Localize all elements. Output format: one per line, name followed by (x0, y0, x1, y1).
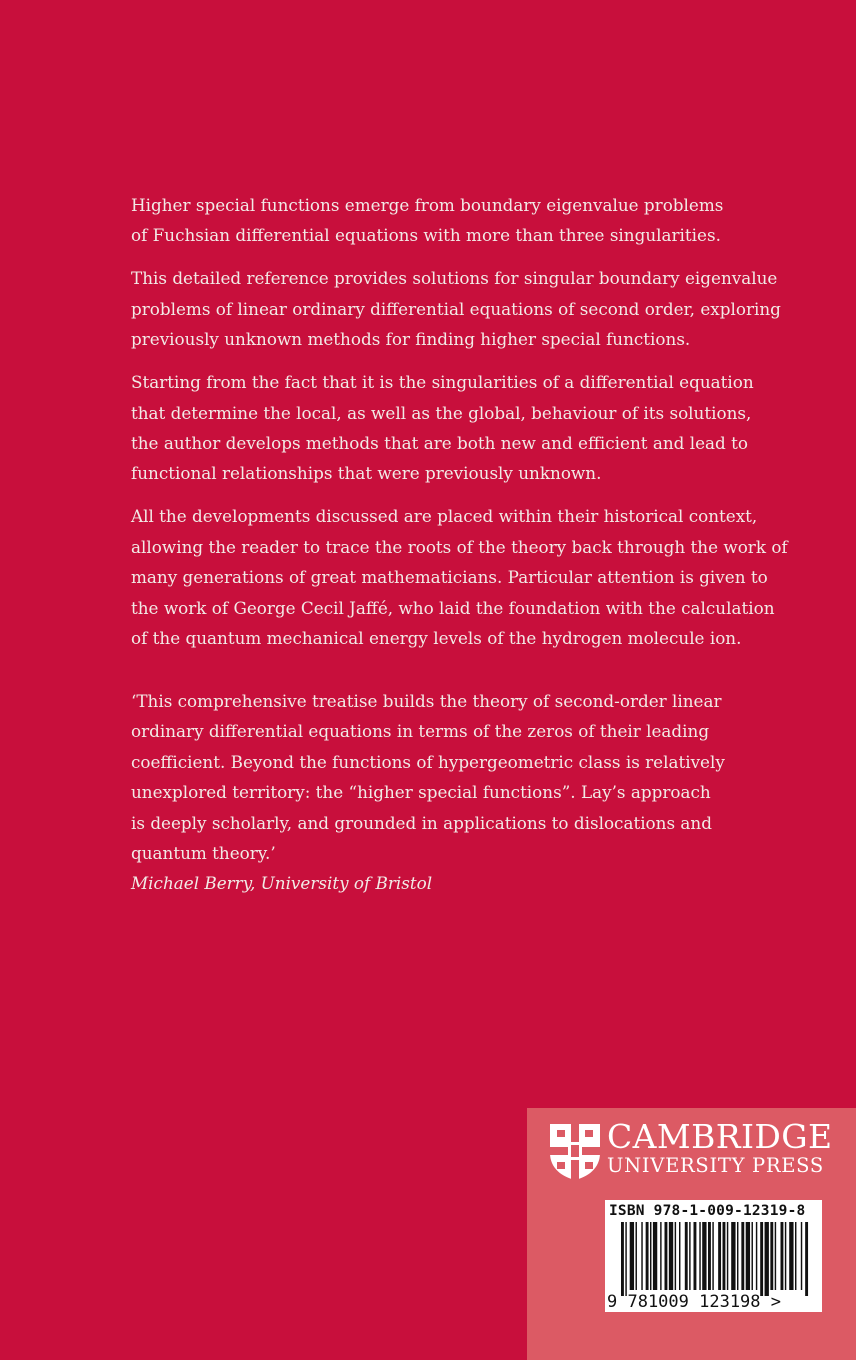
description-paragraph-1: Higher special functions emerge from boundary eigenvalue problems of Fuchsian differential equations with more than three singularities. (131, 195, 724, 246)
description-paragraph-3: Starting from the fact that it is the singularities of a differential equation that determine the local, as well as the global, behaviour of its solutions, the author develops methods that are both new and efficient and lead to functional relationships that were previously unknown. (131, 372, 754, 484)
barcode-bar (679, 1222, 680, 1290)
barcode-bar (765, 1222, 769, 1296)
publisher-name (607, 1119, 833, 1177)
barcode-digits: 9 781009 123198 > (607, 1292, 781, 1312)
barcode-bar (669, 1222, 673, 1290)
description-paragraph-4: All the developments discussed are placed within their historical context, allowing the reader to trace the roots of the theory back through the work of many generations of great mathematicians. Particular attention is given to the work of George Cecil Jaffé, who laid the foundation with the calculation of the quantum mechanical energy levels of the hydrogen molecule ion. (131, 506, 788, 649)
endorsement (131, 686, 791, 899)
barcode-bar (675, 1222, 676, 1290)
barcode-bar (699, 1222, 700, 1290)
barcode-bar (665, 1222, 668, 1290)
barcode-bar (660, 1222, 661, 1290)
barcode-bar (785, 1222, 786, 1290)
isbn-label: ISBN 978-1-009-12319-8 (609, 1203, 806, 1219)
book-description (131, 190, 791, 666)
barcode-bar (746, 1222, 750, 1290)
barcode-bar (641, 1222, 642, 1290)
barcode-bar (760, 1222, 763, 1296)
isbn-barcode (605, 1200, 822, 1312)
barcode-bar (801, 1222, 802, 1290)
barcode-bar (718, 1222, 721, 1290)
description-paragraph-2: This detailed reference provides solutions for singular boundary eigenvalue problems of linear ordinary differential equations of second order, exploring previously unknown methods for finding higher special functions. (131, 268, 781, 350)
barcode-bar (795, 1222, 796, 1290)
barcode-bar (805, 1222, 808, 1296)
publisher-name-line2: UNIVERSITY PRESS (607, 1154, 824, 1177)
barcode-bar (621, 1222, 624, 1296)
barcode-bar (650, 1222, 651, 1290)
barcode-bar (694, 1222, 697, 1290)
barcode-bar (636, 1222, 637, 1290)
barcode-bar (712, 1222, 713, 1290)
barcode-bar (702, 1222, 706, 1290)
university-crest-icon (549, 1123, 601, 1181)
barcode-bar (775, 1222, 776, 1290)
barcode-bar (781, 1222, 784, 1290)
barcode-bar (741, 1222, 744, 1290)
barcode-bar (731, 1222, 735, 1290)
barcode-bar (653, 1222, 657, 1290)
barcode-bar (689, 1222, 690, 1290)
barcode-bar (723, 1222, 726, 1290)
barcode-bar (727, 1222, 728, 1290)
barcode-bar (625, 1222, 626, 1296)
endorsement-quote: ‘This comprehensive treatise builds the theory of second-order linear ordinary differential equations in terms of the zeros of their leading coefficient. Beyond the functions of hypergeometric class is relatively unexplored territory: the “higher special functions”. Lay’s approach is deeply scholarly, and grounded in applications to dislocations and quantum theory.’ (131, 691, 725, 864)
publisher-panel (527, 1108, 856, 1360)
endorsement-attribution: Michael Berry, University of Bristol (131, 873, 433, 894)
barcode-bar (756, 1222, 757, 1290)
barcode-bar (737, 1222, 738, 1290)
barcode-bar (770, 1222, 773, 1290)
barcode-bar (752, 1222, 753, 1290)
barcode-bar (685, 1222, 688, 1290)
barcode-bar (708, 1222, 711, 1290)
barcode-bar (630, 1222, 634, 1290)
barcode-bar (646, 1222, 649, 1290)
publisher-name-line1: CAMBRIDGE (607, 1117, 833, 1156)
barcode-bar (789, 1222, 793, 1290)
